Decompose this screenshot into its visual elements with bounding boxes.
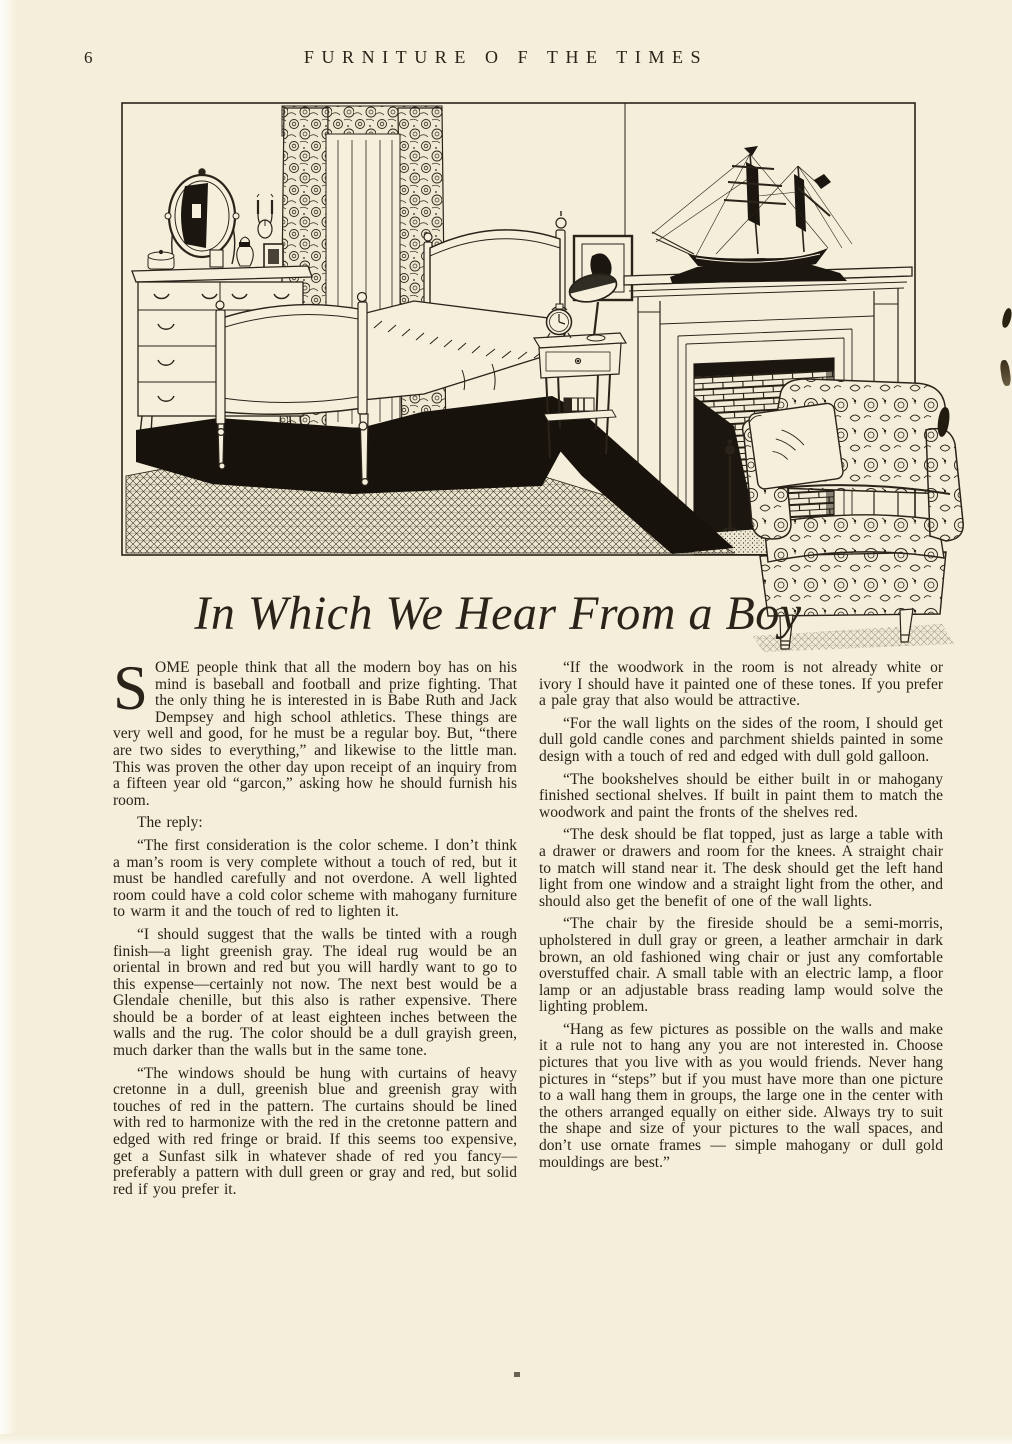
paragraph: “The bookshelves should be either built in or mahogany finished sectional shelves. If built in paint them to match the woodwork and paint the fronts of the shelves red. (539, 770, 943, 821)
page-number: 6 (84, 48, 94, 67)
article-body (113, 653, 943, 1204)
drop-cap: S (113, 653, 149, 723)
bedroom-illustration (112, 96, 972, 656)
paragraph: “For the wall lights on the sides of the room, I should get dull gold candle cones and parchment shields painted in some design with a touch of red and edged with dull gold galloon. (539, 714, 943, 765)
paragraph: The reply: (137, 814, 203, 832)
header-title: FURNITURE O F THE TIMES (303, 47, 709, 67)
right-column (539, 660, 943, 1204)
paragraph-text: OME people think that all the modern boy has on his mind is baseball and football and prize fighting. That the only thing he is interested in is Babe Ruth and Jack Dempsey and high school athletics. These things are very well and good, for he must be a regular boy. But, “there are two sides to everything,” and likewise to the little man. This was proven the other day upon receipt of an inquiry from a fifteen year old “garcon,” asking how he should furnish his room. (113, 659, 517, 809)
page-tear-mark (999, 360, 1012, 387)
wall-sconce-icon (257, 194, 273, 238)
page-tear-mark (1001, 307, 1012, 328)
paragraph (113, 653, 517, 809)
article-title: In Which We Hear From a Boy (194, 587, 802, 640)
bedroom-illustration-svg (112, 96, 972, 656)
books-icon (564, 398, 594, 411)
paragraph: “The first consideration is the color scheme. I don’t think a man’s room is very complete without a touch of red, but it must be handled carefully and not overdone. A well lighted room could have a cold color scheme with mahogany furniture to warm it and the touch of red to lighten it. (113, 836, 517, 921)
model-ship-icon (652, 146, 852, 283)
left-column (113, 653, 517, 1204)
paragraph: “I should suggest that the walls be tinted with a rough finish—a light greenish gray. The ideal rug would be an oriental in brown and red but you will hardly want to go to this expense—certainly not now. The next best would be a Glendale chenille, but this also is rather expensive. There should be a border of at least eighteen inches between the walls and the rug. The color should be a dull grayish green, much darker than the walls but in the same tone. (113, 925, 517, 1060)
page-scan-edge (0, 0, 16, 1444)
paragraph: “If the woodwork in the room is not already white or ivory I should have it painted one of these tones. If you prefer a pale gray that also would be attractive. (539, 659, 943, 710)
pillow (748, 403, 844, 490)
page-scan-edge-bottom (0, 1434, 1012, 1444)
paragraph: “The windows should be hung with curtains of heavy cretonne in a dull, greenish blue and greenish gray with touches of red in the pattern. The curtains should be lined with red to harmonize with the red in the cretonne pattern and edged with red fringe or braid. If this seems too expensive, get a Sunfast silk in whatever shade of red you fancy—preferably a pattern with dull green or gray and red, but solid red if you prefer it. (113, 1064, 517, 1198)
paragraph: “Hang as few pictures as possible on the walls and make it a rule not to hang any you are not interested in. Choose pictures that you live with as you would friends. Never hang pictures in “steps” but if you must have more than one picture to a wall hang them in groups, the large one in the center with the others arranged equally on either side. Always try to suit the shape and size of your pictures to the wall spaces, and don’t use ornate frames — simple mahogany or dull gold mouldings are best.” (539, 1020, 943, 1171)
paper-speck (514, 1372, 520, 1377)
paragraph: “The desk should be flat topped, just as large a table with a drawer or drawers and room for the knees. A straight chair to match will stand near it. The desk should get the left hand light from one window and a straight light from the other, and should also get the benefit of one of the wall lights. (539, 826, 943, 910)
paragraph: “The chair by the fireside should be a semi-morris, upholstered in dull gray or green, a leather armchair in dark brown, an old fashioned wing chair or just any comfortable overstuffed chair. A small table with an electric lamp, a floor lamp or an adjustable brass reading lamp would solve the lighting problem. (539, 915, 943, 1016)
